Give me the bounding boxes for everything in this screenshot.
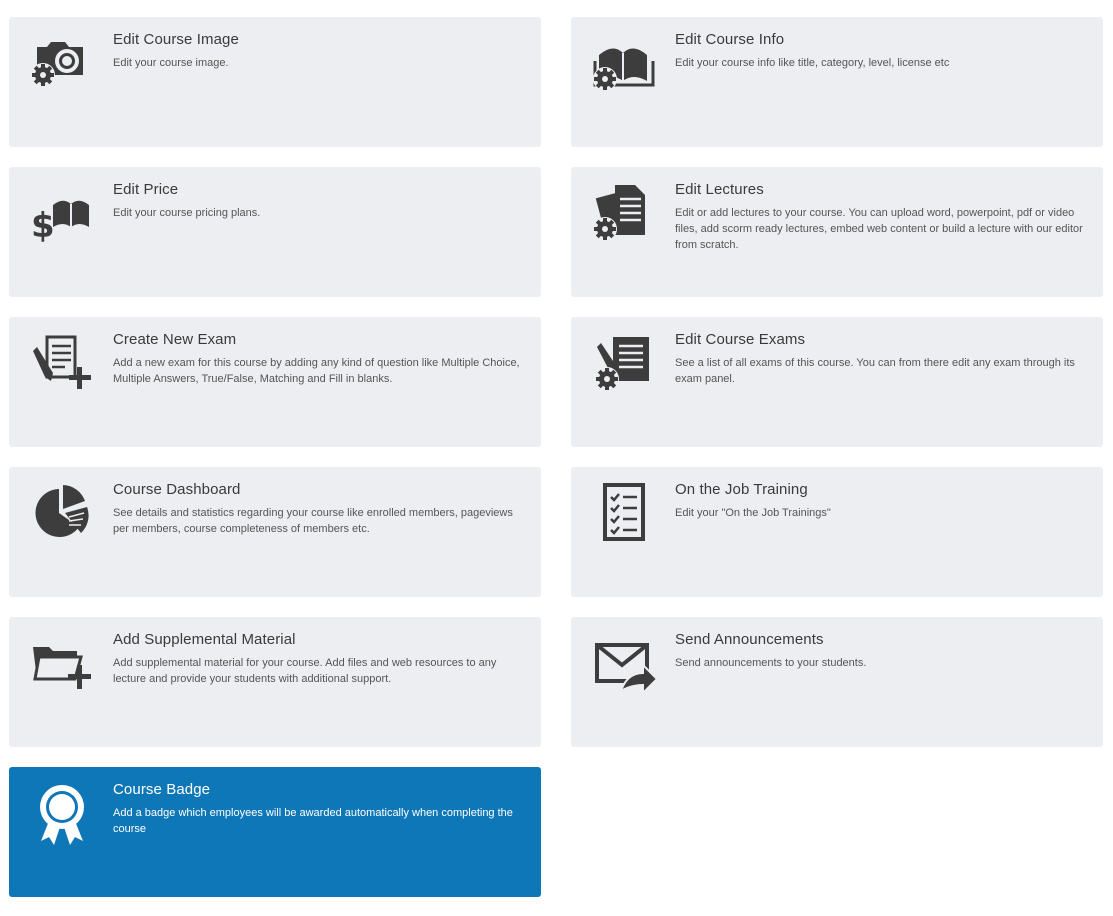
card-description: Edit your "On the Job Trainings" xyxy=(675,507,831,519)
card-title: Edit Course Info xyxy=(675,31,785,48)
card-title: Course Dashboard xyxy=(113,481,241,498)
card-description: Edit your course image. xyxy=(113,57,229,69)
card-title: Edit Course Exams xyxy=(675,331,806,348)
card-on-the-job-training[interactable] xyxy=(571,467,1103,597)
envelope-send-icon xyxy=(591,633,657,695)
card-course-dashboard[interactable] xyxy=(9,467,541,597)
card-title: On the Job Training xyxy=(675,481,808,498)
checklist-icon xyxy=(591,483,657,545)
card-description: See details and statistics regarding your course like enrolled members, pageviews per members, course completeness of members etc. xyxy=(113,507,513,535)
card-title: Edit Lectures xyxy=(675,181,764,198)
card-title: Send Announcements xyxy=(675,631,824,648)
exam-add-icon xyxy=(29,333,95,395)
card-title: Add Supplemental Material xyxy=(113,631,296,648)
card-edit-course-info[interactable] xyxy=(571,17,1103,147)
pie-chart-icon xyxy=(29,483,95,545)
card-description: Add a badge which employees will be awarded automatically when completing the course xyxy=(113,807,513,835)
card-edit-course-image[interactable] xyxy=(9,17,541,147)
folder-add-icon xyxy=(29,633,95,695)
card-edit-course-exams[interactable] xyxy=(571,317,1103,447)
exam-gear-icon xyxy=(591,333,657,395)
card-create-new-exam[interactable] xyxy=(9,317,541,447)
badge-ribbon-icon xyxy=(29,783,95,845)
dollar-book-icon xyxy=(29,183,95,245)
card-course-badge[interactable] xyxy=(9,767,541,897)
card-description: Send announcements to your students. xyxy=(675,657,867,669)
card-description: Edit your course info like title, category, level, license etc xyxy=(675,57,950,69)
card-description: Edit your course pricing plans. xyxy=(113,207,261,219)
card-description: Edit or add lectures to your course. You can upload word, powerpoint, pdf or video files, add scorm ready lectures, embed web content or build a lecture with our editor from scratch. xyxy=(675,207,1083,251)
book-gear-icon xyxy=(591,33,657,95)
card-send-announcements[interactable] xyxy=(571,617,1103,747)
card-add-supplemental-material[interactable] xyxy=(9,617,541,747)
card-title: Edit Course Image xyxy=(113,31,239,48)
card-edit-lectures[interactable] xyxy=(571,167,1103,297)
card-title: Edit Price xyxy=(113,181,179,198)
documents-gear-icon xyxy=(591,183,657,245)
card-description: Add a new exam for this course by adding any kind of question like Multiple Choice, Multiple Answers, True/False, Matching and Fill in blanks. xyxy=(113,357,520,385)
card-edit-price[interactable] xyxy=(9,167,541,297)
svg-text:$: $ xyxy=(31,206,55,245)
camera-gear-icon xyxy=(29,33,95,95)
card-description: Add supplemental material for your course. Add files and web resources to any lecture and provide your students with additional support. xyxy=(113,657,497,685)
card-title: Course Badge xyxy=(113,781,211,798)
card-description: See a list of all exams of this course. You can from there edit any exam through its exam panel. xyxy=(675,357,1075,385)
card-title: Create New Exam xyxy=(113,331,237,348)
